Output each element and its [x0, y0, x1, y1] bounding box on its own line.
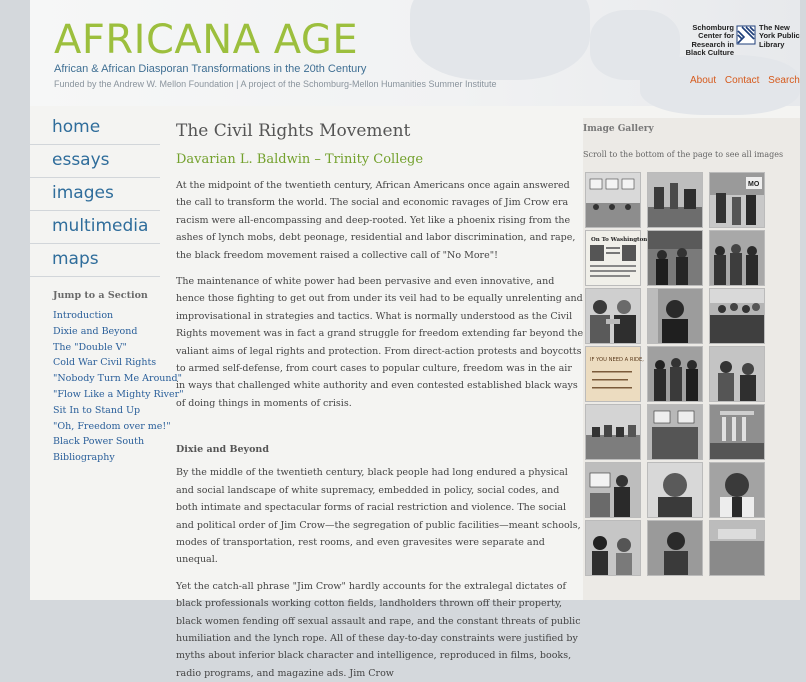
- sidebar-item-essays[interactable]: essays: [30, 145, 160, 178]
- gallery-thumbnail[interactable]: [585, 172, 641, 228]
- gallery-thumbnail[interactable]: [709, 462, 765, 518]
- jump-section-list: [53, 309, 193, 467]
- sidebar-item-home[interactable]: home: [30, 112, 160, 145]
- image-gallery: [583, 118, 800, 600]
- gallery-thumbnail[interactable]: [709, 288, 765, 344]
- thumb-sign-text: MO: [748, 181, 760, 188]
- article: [176, 118, 584, 682]
- site-subtitle: African & African Diasporan Transformations in the 20th Century: [54, 63, 367, 75]
- gallery-thumbnail[interactable]: [709, 404, 765, 460]
- jump-link-flow-like-a-mighty-river[interactable]: "Flow Like a Mighty River": [53, 388, 184, 400]
- gallery-note: Scroll to the bottom of the page to see all images: [583, 150, 784, 159]
- jump-link-nobody-turn-me-around[interactable]: "Nobody Turn Me Around": [53, 373, 182, 385]
- jump-section-title: Jump to a Section: [53, 290, 148, 301]
- gallery-thumbnail[interactable]: [709, 520, 765, 576]
- page: [30, 0, 800, 679]
- article-paragraph: By the middle of the twentieth century, black people had long endured a physical and social landscape of white supremacy, embedded in policy, social codes, and both intimate and spectacular forms of racial restriction and violence. The social and political order of Jim Crow—the segregation of public facilities—meant schools, modes of transportation, rest rooms, and even gravesites were separate and unequal.: [176, 467, 581, 566]
- top-nav: [690, 75, 806, 86]
- section-heading-dixie-and-beyond: Dixie and Beyond: [176, 444, 269, 456]
- site-funding: Funded by the Andrew W. Mellon Foundation | A project of the Schomburg-Mellon Humanities Summer Institute: [54, 79, 497, 89]
- site-header: [30, 0, 800, 106]
- site-title[interactable]: AFRICANA AGE: [54, 17, 359, 63]
- jump-link-oh-freedom-over-me[interactable]: "Oh, Freedom over me!": [53, 420, 171, 432]
- logo-schomburg-text: Schomburg Center for Research in Black Culture: [685, 23, 734, 58]
- jump-link-introduction[interactable]: Introduction: [53, 310, 114, 321]
- gallery-thumbnail[interactable]: [585, 230, 648, 286]
- gallery-thumbnail[interactable]: [647, 288, 703, 344]
- about-link[interactable]: About: [690, 75, 717, 86]
- schomburg-nypl-logo[interactable]: [680, 24, 800, 58]
- gallery-thumbnail[interactable]: [647, 230, 703, 286]
- gallery-thumbnail[interactable]: [647, 520, 703, 576]
- gallery-thumbnail[interactable]: [647, 346, 703, 402]
- logo-nypl-text: The New York Public Library: [759, 23, 800, 49]
- gallery-thumbnail[interactable]: [585, 462, 641, 518]
- jump-link-double-v[interactable]: The "Double V": [53, 341, 127, 353]
- jump-link-sit-in-to-stand-up[interactable]: Sit In to Stand Up: [53, 404, 141, 416]
- gallery-thumbnail[interactable]: [585, 288, 641, 344]
- search-link[interactable]: Search: [768, 75, 800, 86]
- contact-link[interactable]: Contact: [724, 75, 760, 86]
- gallery-thumbnail[interactable]: [709, 346, 765, 402]
- jump-link-dixie-and-beyond[interactable]: Dixie and Beyond: [53, 325, 138, 337]
- gallery-thumbnail[interactable]: [647, 172, 703, 228]
- gallery-thumbnail[interactable]: [647, 462, 703, 518]
- gallery-thumbnail[interactable]: [709, 172, 765, 228]
- nypl-logo-icon: [737, 26, 755, 44]
- jump-link-black-power-south[interactable]: Black Power South: [53, 436, 145, 448]
- article-title: The Civil Rights Movement: [176, 121, 411, 141]
- gallery-thumbnail[interactable]: [585, 404, 641, 460]
- jump-link-cold-war-civil-rights[interactable]: Cold War Civil Rights: [53, 357, 157, 369]
- sidebar-item-images[interactable]: images: [30, 178, 160, 211]
- article-author: Davarian L. Baldwin – Trinity College: [176, 152, 424, 167]
- sidebar-item-multimedia[interactable]: multimedia: [30, 211, 160, 244]
- gallery-thumbnail[interactable]: [585, 346, 644, 402]
- sidebar-nav: [30, 112, 160, 277]
- thumb-sign-text: IF YOU NEED A RIDE,: [590, 357, 644, 363]
- jump-link-bibliography[interactable]: Bibliography: [53, 452, 115, 464]
- article-paragraph: At the midpoint of the twentieth century, African Americans once again answered the call to transform the world. The social and economic ravages of Jim Crow era racism were all-encompassing and deep-rooted. Yet like a phoenix rising from the ashes of lynch mobs, debt peonage, residential and labor discrimination, and rape, the black freedom movement raised a collective call of "No More"!: [176, 180, 576, 261]
- article-paragraph: The maintenance of white power had been pervasive and even innovative, and hence those fighting to get out from under its veil had to be equally unrelenting and improvisational in strategies and tactics. What is normally understood as the Civil Rights movement was in fact a grand struggle for freedom extending far beyond the valiant aims of legal rights and protection. From direct-action protests and boycotts to armed self-defense, from court cases to popular culture, freedom was in the air in ways that challenged white authority and even contested established black ways of doing things in moments of crisis.: [176, 276, 584, 409]
- gallery-thumbnail[interactable]: [709, 230, 765, 286]
- map-background: [410, 0, 590, 80]
- gallery-thumbnail[interactable]: [585, 520, 641, 576]
- gallery-thumbnail[interactable]: [647, 404, 703, 460]
- article-paragraph: Yet the catch-all phrase "Jim Crow" hardly accounts for the extralegal dictates of black professionals working cotton fields, landholders thrown off their property, black women fending off sexual assault and rape, and the constant threats of public humiliation and the lynch rope. All of these day-to-day constraints were justified by myths about inferior black character and intelligence, reproduced in films, books, radio programs, and magazine ads. Jim Crow: [176, 580, 581, 679]
- gallery-title: Image Gallery: [583, 124, 654, 134]
- sidebar-item-maps[interactable]: maps: [30, 244, 160, 277]
- thumb-flyer-text: On To Washington: [591, 237, 648, 243]
